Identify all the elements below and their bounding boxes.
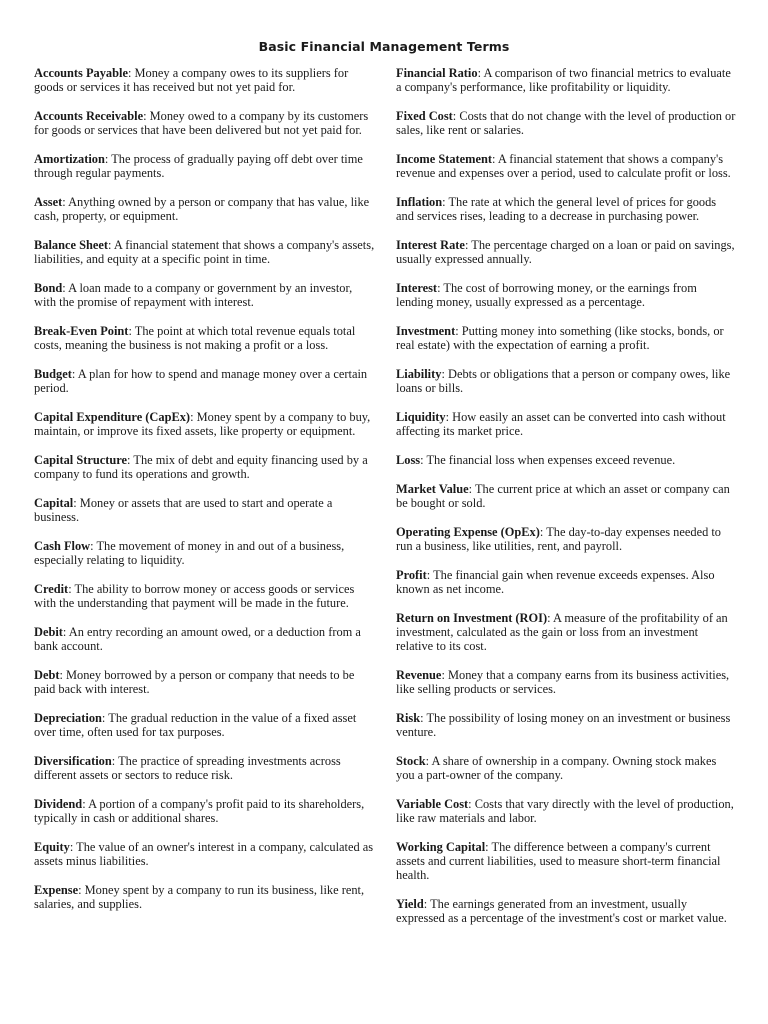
term-definition: The cost of borrowing money, or the earnings from lending money, usually expressed as a percentage. [396,281,697,310]
term-name: Operating Expense (OpEx) [396,524,540,539]
term-definition: An entry recording an amount owed, or a deduction from a bank account. [34,625,361,654]
term-definition: A financial statement that shows a company's assets, liabilities, and equity at a specific point in time. [34,238,375,267]
term-definition: Money owed to a company by its customers for goods or services that have been delivered but not yet paid for. [34,109,369,138]
glossary-entry: Equity: The value of an owner's interest in a company, calculated as assets minus liabilities. [34,840,374,869]
glossary-entry: Liability: Debts or obligations that a person or company owes, like loans or bills. [396,367,731,396]
term-name: Balance Sheet [34,238,108,252]
glossary-entry: Debt: Money borrowed by a person or company that needs to be paid back with interest. [34,668,355,697]
term-name: Revenue [396,668,442,682]
term-definition: Debts or obligations that a person or company owes, like loans or bills. [396,367,731,396]
term-name: Inflation [396,195,443,209]
term-definition: A loan made to a company or government by an investor, with the promise of repayment with interest. [34,281,353,310]
term-name: Liability [396,367,442,381]
term-name: Budget [34,367,72,381]
term-definition: The percentage charged on a loan or paid on savings, usually expressed annually. [396,238,735,267]
glossary-entry: Stock: A share of ownership in a company. Owning stock makes you a part-owner of the company. [396,754,717,783]
term-name: Asset [34,195,63,209]
term-definition: The difference between a company's current assets and current liabilities, used to measure short-term financial health. [396,840,721,883]
glossary-entry: Accounts Receivable: Money owed to a company by its customers for goods or services that have been delivered but not yet paid for. [34,109,369,138]
glossary-entry: Return on Investment (ROI): A measure of the profitability of an investment, calculated as the gain or loss from an investment relative to its cost. [396,610,728,654]
glossary-entry: Income Statement: A financial statement that shows a company's revenue and expenses over a period, used to calculate profit or loss. [396,152,731,181]
glossary-entry: Yield: The earnings generated from an investment, usually expressed as a percentage of the investment's cost or market value. [396,897,727,926]
glossary-entry: Asset: Anything owned by a person or company that has value, like cash, property, or equipment. [34,195,370,224]
right-column [396,66,736,940]
glossary-entry: Bond: A loan made to a company or government by an investor, with the promise of repayment with interest. [34,281,353,310]
term-definition: A plan for how to spend and manage money over a certain period. [34,367,368,396]
term-definition: Money that a company earns from its business activities, like selling products or services. [396,668,730,697]
glossary-entry: Fixed Cost: Costs that do not change with the level of production or sales, like rent or salaries. [396,109,736,138]
glossary-entry: Liquidity: How easily an asset can be converted into cash without affecting its market price. [396,410,726,439]
term-definition: Money borrowed by a person or company that needs to be paid back with interest. [34,668,355,697]
glossary-entry: Amortization: The process of gradually paying off debt over time through regular payments. [34,152,363,181]
term-name: Capital [34,496,74,510]
glossary-entry: Expense: Money spent by a company to run its business, like rent, salaries, and supplies. [34,883,365,912]
term-definition: The current price at which an asset or company can be bought or sold. [396,481,730,510]
term-name: Variable Cost [396,797,469,811]
term-name: Financial Ratio [396,66,478,80]
glossary-entry: Inflation: The rate at which the general level of prices for goods and services rises, leading to a decrease in purchasing power. [396,195,717,224]
term-name: Market Value [396,481,469,496]
term-definition: A share of ownership in a company. Owning stock makes you a part-owner of the company. [396,754,717,783]
left-column [34,66,376,926]
term-name: Depreciation [34,711,102,725]
glossary-entry: Variable Cost: Costs that vary directly with the level of production, like raw materials and labor. [396,797,734,826]
page-title: Basic Financial Management Terms [258,39,510,54]
term-name: Accounts Receivable [34,109,144,123]
glossary-entry: Diversification: The practice of spreading investments across different assets or sectors to reduce risk. [34,754,341,783]
term-name: Stock [396,754,426,768]
glossary-entry: Break-Even Point: The point at which total revenue equals total costs, meaning the business is not making a profit or a loss. [34,324,356,353]
glossary-entry: Revenue: Money that a company earns from its business activities, like selling products or services. [396,668,730,697]
term-definition: The point at which total revenue equals total costs, meaning the business is not making a profit or a loss. [34,324,356,353]
term-definition: The value of an owner's interest in a company, calculated as assets minus liabilities. [34,840,374,869]
term-name: Working Capital [396,840,486,854]
term-definition: The movement of money in and out of a business, especially relating to liquidity. [34,539,345,568]
term-name: Diversification [34,754,112,768]
term-name: Accounts Payable [34,66,128,80]
term-definition: Money spent by a company to buy, maintain, or improve its fixed assets, like property or equipment. [34,410,371,439]
glossary-entry: Profit: The financial gain when revenue exceeds expenses. Also known as net income. [396,567,715,596]
glossary-entry: Capital Structure: The mix of debt and equity financing used by a company to fund its operations and growth. [34,453,368,482]
glossary-entry: Investment: Putting money into something (like stocks, bonds, or real estate) with the expectation of earning a profit. [396,324,724,353]
term-definition: The possibility of losing money on an investment or business venture. [396,711,731,740]
term-name: Expense [34,883,79,897]
term-definition: Anything owned by a person or company that has value, like cash, property, or equipment. [34,195,370,224]
term-name: Break-Even Point [34,324,129,338]
term-name: Liquidity [396,410,446,424]
term-name: Bond [34,281,63,295]
term-name: Capital Expenditure (CapEx) [34,410,191,424]
glossary-entry: Depreciation: The gradual reduction in the value of a fixed asset over time, often used for tax purposes. [34,711,357,740]
glossary-entry: Dividend: A portion of a company's profit paid to its shareholders, typically in cash or additional shares. [34,797,365,826]
glossary-entry: Working Capital: The difference between a company's current assets and current liabilities, used to measure short-term financial health. [396,840,721,883]
glossary-entry: Interest Rate: The percentage charged on a loan or paid on savings, usually expressed annually. [396,238,735,267]
term-definition: The financial loss when expenses exceed revenue. [426,453,676,467]
term-name: Cash Flow [34,539,91,553]
glossary-entry: Accounts Payable: Money a company owes to its suppliers for goods or services it has received but not yet paid for. [34,66,349,95]
glossary-entry: Capital Expenditure (CapEx): Money spent by a company to buy, maintain, or improve its fixed assets, like property or equipment. [34,410,371,439]
term-definition: The process of gradually paying off debt over time through regular payments. [34,152,363,181]
term-name: Interest [396,281,438,295]
term-definition: The rate at which the general level of prices for goods and services rises, leading to a decrease in purchasing power. [396,195,717,224]
term-definition: The ability to borrow money or access goods or services with the understanding that payment will be made in the future. [34,582,355,611]
glossary-entry: Interest: The cost of borrowing money, or the earnings from lending money, usually expressed as a percentage. [396,281,697,310]
term-definition: Money spent by a company to run its business, like rent, salaries, and supplies. [34,883,365,912]
term-name: Yield [396,897,424,912]
term-definition: The mix of debt and equity financing used by a company to fund its operations and growth. [34,453,368,482]
term-definition: The practice of spreading investments across different assets or sectors to reduce risk. [34,754,341,783]
term-name: Credit [34,582,69,596]
term-name: Equity [34,840,70,854]
glossary-entry: Cash Flow: The movement of money in and out of a business, especially relating to liquidity. [34,539,345,568]
term-definition: The day-to-day expenses needed to run a business, like utilities, rent, and payroll. [396,524,721,553]
term-definition: How easily an asset can be converted into cash without affecting its market price. [396,410,726,439]
glossary-entry: Operating Expense (OpEx): The day-to-day expenses needed to run a business, like utilities, rent, and payroll. [396,524,721,553]
glossary-entry: Loss: The financial loss when expenses exceed revenue. [396,453,676,467]
term-definition: A comparison of two financial metrics to evaluate a company's performance, like profitability or liquidity. [396,66,731,95]
term-definition: Money or assets that are used to start and operate a business. [34,496,333,525]
term-name: Return on Investment (ROI) [396,610,548,625]
term-definition: The financial gain when revenue exceeds expenses. Also known as net income. [396,567,715,596]
glossary-entry: Financial Ratio: A comparison of two financial metrics to evaluate a company's performance, like profitability or liquidity. [396,66,731,95]
term-name: Debt [34,668,60,682]
term-name: Profit [396,567,427,582]
term-name: Risk [396,711,421,725]
term-definition: A portion of a company's profit paid to its shareholders, typically in cash or additional shares. [34,797,365,826]
glossary-entry: Risk: The possibility of losing money on an investment or business venture. [396,711,731,740]
glossary-entry: Debit: An entry recording an amount owed, or a deduction from a bank account. [34,625,361,654]
glossary-entry: Balance Sheet: A financial statement that shows a company's assets, liabilities, and equity at a specific point in time. [34,238,375,267]
term-name: Amortization [34,152,105,166]
term-definition: The gradual reduction in the value of a fixed asset over time, often used for tax purposes. [34,711,357,740]
term-definition: Putting money into something (like stocks, bonds, or real estate) with the expectation of earning a profit. [396,324,724,353]
glossary-entry: Credit: The ability to borrow money or access goods or services with the understanding that payment will be made in the future. [34,582,355,611]
term-name: Investment [396,324,456,338]
term-definition: A financial statement that shows a company's revenue and expenses over a period, used to calculate profit or loss. [396,152,731,181]
term-name: Dividend [34,797,83,811]
term-definition: Costs that do not change with the level of production or sales, like rent or salaries. [396,109,736,138]
term-definition: Costs that vary directly with the level of production, like raw materials and labor. [396,797,734,826]
term-definition: A measure of the profitability of an investment, calculated as the gain or loss from an investment relative to its cost. [396,610,728,654]
term-name: Income Statement [396,152,493,166]
term-name: Loss [396,453,421,467]
glossary-entry: Market Value: The current price at which an asset or company can be bought or sold. [396,481,730,510]
glossary-entry: Budget: A plan for how to spend and manage money over a certain period. [34,367,368,396]
term-definition: The earnings generated from an investment, usually expressed as a percentage of the investment's cost or market value. [396,897,727,926]
term-name: Capital Structure [34,453,128,467]
glossary-entry: Capital: Money or assets that are used to start and operate a business. [34,496,333,525]
term-name: Interest Rate [396,238,465,252]
term-name: Debit [34,625,63,639]
term-definition: Money a company owes to its suppliers for goods or services it has received but not yet paid for. [34,66,349,95]
term-name: Fixed Cost [396,109,453,123]
